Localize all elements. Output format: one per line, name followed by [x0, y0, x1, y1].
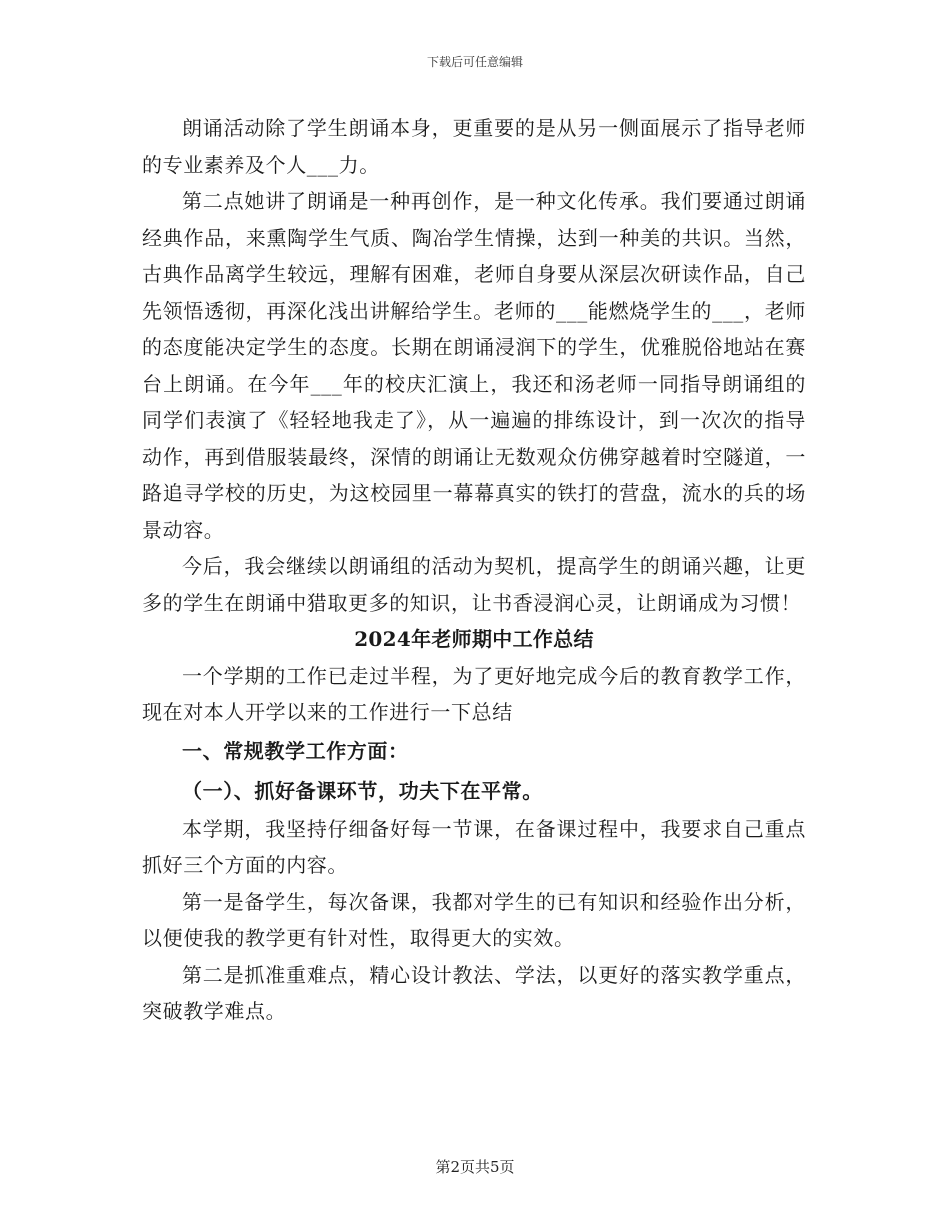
document-body: [142, 110, 806, 1030]
page-number: 第2页共5页: [435, 1158, 515, 1176]
heading-1: 一、常规教学工作方面：: [182, 738, 409, 763]
paragraph-4: 一个学期的工作已走过半程，为了更好地完成今后的教育教学工作，现在对本人开学以来的工作进行一下总结: [142, 663, 806, 724]
paragraph-6: 第一是备学生，每次备课，我都对学生的已有知识和经验作出分析，以便使我的教学更有针对性，取得更大的实效。: [142, 889, 806, 950]
heading-2: （一）、抓好备课环节，功夫下在平常。: [182, 778, 543, 803]
paragraph-7: 第二是抓准重难点，精心设计教法、学法，以更好的落实教学重点，突破教学难点。: [142, 962, 806, 1023]
paragraph-2: 第二点她讲了朗诵是一种再创作，是一种文化传承。我们要通过朗诵经典作品，来熏陶学生气质、陶冶学生情操，达到一种美的共识。当然，古典作品离学生较远，理解有困难，老师自身要从深层次研读作品，自己先领悟透彻，再深化浅出讲解给学生。老师的___能燃烧学生的___，老师的态度能决定学生的态度。长期在朗诵浸润下的学生，优雅脱俗地站在赛台上朗诵。在今年___年的校庆汇演上，我还和汤老师一同指导朗诵组的同学们表演了《轻轻地我走了》，从一遍遍的排练设计，到一次次的指导动作，再到借服装最终，深情的朗诵让无数观众仿佛穿越着时空隧道，一路追寻学校的历史，为这校园里一幕幕真实的铁打的营盘，流水的兵的场景动容。: [142, 189, 806, 542]
paragraph-3: 今后，我会继续以朗诵组的活动为契机，提高学生的朗诵兴趣，让更多的学生在朗诵中猎取更多的知识，让书香浸润心灵，让朗诵成为习惯！: [142, 554, 806, 615]
section-title: 2024年老师期中工作总结: [354, 627, 594, 651]
paragraph-1: 朗诵活动除了学生朗诵本身，更重要的是从另一侧面展示了指导老师的专业素养及个人___力。: [142, 116, 806, 177]
paragraph-5: 本学期，我坚持仔细备好每一节课，在备课过程中，我要求自己重点抓好三个方面的内容。: [142, 816, 806, 877]
header-note: 下载后可任意编辑: [426, 55, 523, 69]
